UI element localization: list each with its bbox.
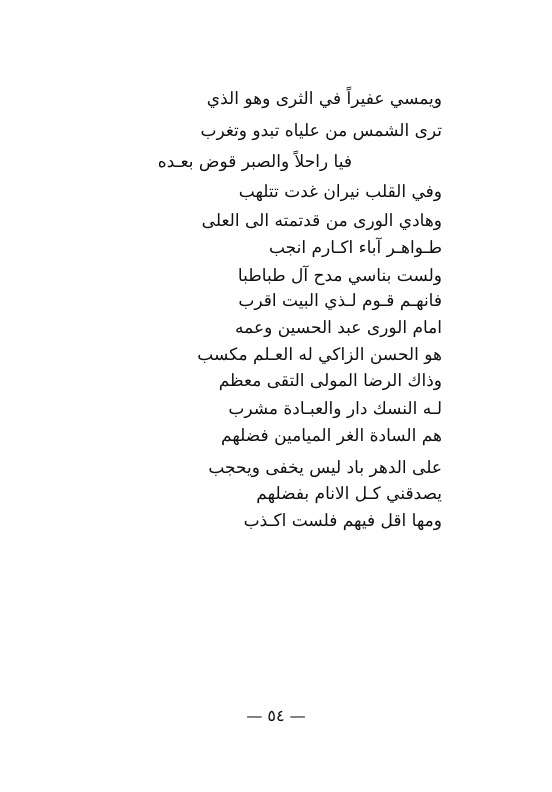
verse-line: ولست بناسي مدح آل طباطبا xyxy=(237,266,442,286)
verse-line: فيا راحلاً والصبر قوض بعـده xyxy=(157,152,352,172)
verse-line: وهادي الورى من قدتمته الى العلى xyxy=(201,211,442,231)
verse-line: وفي القلب نيران غدت تتلهب xyxy=(238,182,442,202)
verse-line: ترى الشمس من علياه تبدو وتغرب xyxy=(200,121,442,141)
page-number: — ٥٤ — xyxy=(246,706,306,725)
verse-line: لـه النسك دار والعبـادة مشرب xyxy=(228,399,442,419)
verse-line: وذاك الرضا المولى التقى معظم xyxy=(218,371,442,391)
verse-line: على الدهر باد ليس يخفى ويحجب xyxy=(208,458,442,478)
verse-line: فانهـم قـوم لـذي البيت اقرب xyxy=(238,291,442,311)
verse-line: ويمسي عفيراً في الثرى وهو الذي xyxy=(206,89,442,109)
verse-line: هم السادة الغر الميامين فضلهم xyxy=(221,426,442,446)
verse-line: ومها اقل فيهم فلست اكـذب xyxy=(243,511,442,531)
verse-line: طـواهـر آباء اكـارم انجب xyxy=(268,238,442,258)
verse-line: يصدقني كـل الانام بفضلهم xyxy=(256,484,442,504)
verse-line: امام الورى عبد الحسين وعمه xyxy=(235,318,442,338)
verse-line: هو الحسن الزاكي له العـلم مكسب xyxy=(197,345,442,365)
